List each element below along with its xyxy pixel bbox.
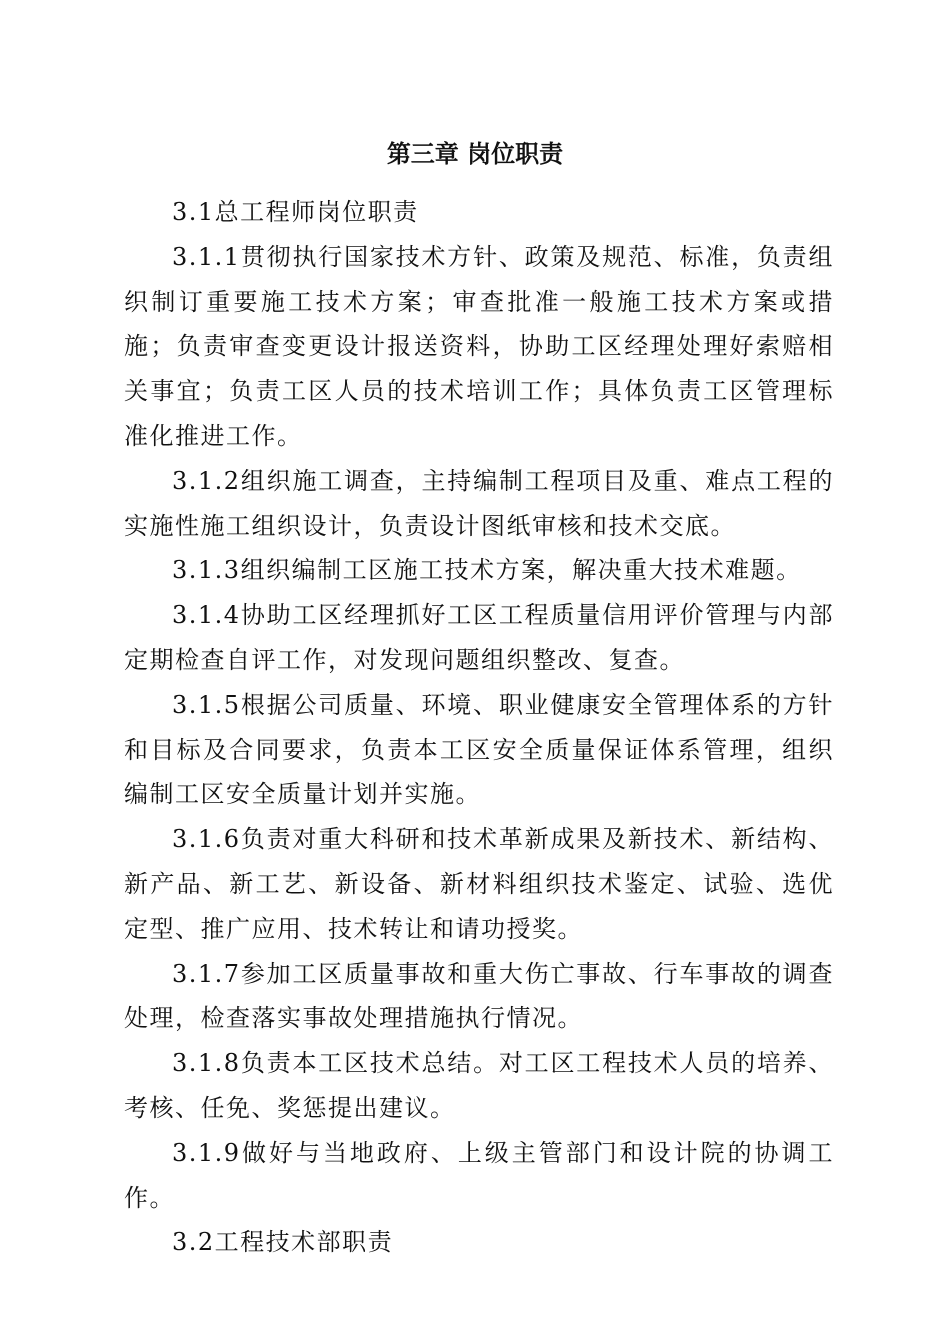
clause-3-1-6: 3.1.6负责对重大科研和技术革新成果及新技术、新结构、新产品、新工艺、新设备、新材料组织技术鉴定、试验、选优定型、推广应用、技术转让和请功授奖。 xyxy=(124,825,834,943)
clause-3-1-3: 3.1.3组织编制工区施工技术方案，解决重大技术难题。 xyxy=(172,556,802,585)
section-heading-3-2: 3.2工程技术部职责 xyxy=(172,1228,394,1257)
clause-3-1-7: 3.1.7参加工区质量事故和重大伤亡事故、行车事故的调查处理，检查落实事故处理措施执行情况。 xyxy=(124,959,834,1033)
clause-3-1-5: 3.1.5根据公司质量、环境、职业健康安全管理体系的方针和目标及合同要求，负责本工区安全质量保证体系管理，组织编制工区安全质量计划并实施。 xyxy=(124,690,834,809)
document-body xyxy=(124,190,834,1265)
chapter-title: 第三章 岗位职责 xyxy=(386,140,564,168)
clause-3-1-8: 3.1.8负责本工区技术总结。对工区工程技术人员的培养、考核、任免、奖惩提出建议。 xyxy=(124,1049,834,1122)
clause-3-1-9: 3.1.9做好与当地政府、上级主管部门和设计院的协调工作。 xyxy=(124,1138,834,1212)
section-heading-3-1: 3.1总工程师岗位职责 xyxy=(172,198,419,226)
clause-3-1-4: 3.1.4协助工区经理抓好工区工程质量信用评价管理与内部定期检查自评工作，对发现问题组织整改、复查。 xyxy=(124,601,834,674)
clause-3-1-2: 3.1.2组织施工调查，主持编制工程项目及重、难点工程的实施性施工组织设计，负责设计图纸审核和技术交底。 xyxy=(124,466,834,540)
clause-3-1-1: 3.1.1贯彻执行国家技术方针、政策及规范、标准，负责组织制订重要施工技术方案；审查批准一般施工技术方案或措施；负责审查变更设计报送资料，协助工区经理处理好索赔相关事宜；负责工区人员的技术培训工作；具体负责工区管理标准化推进工作。 xyxy=(124,242,834,450)
